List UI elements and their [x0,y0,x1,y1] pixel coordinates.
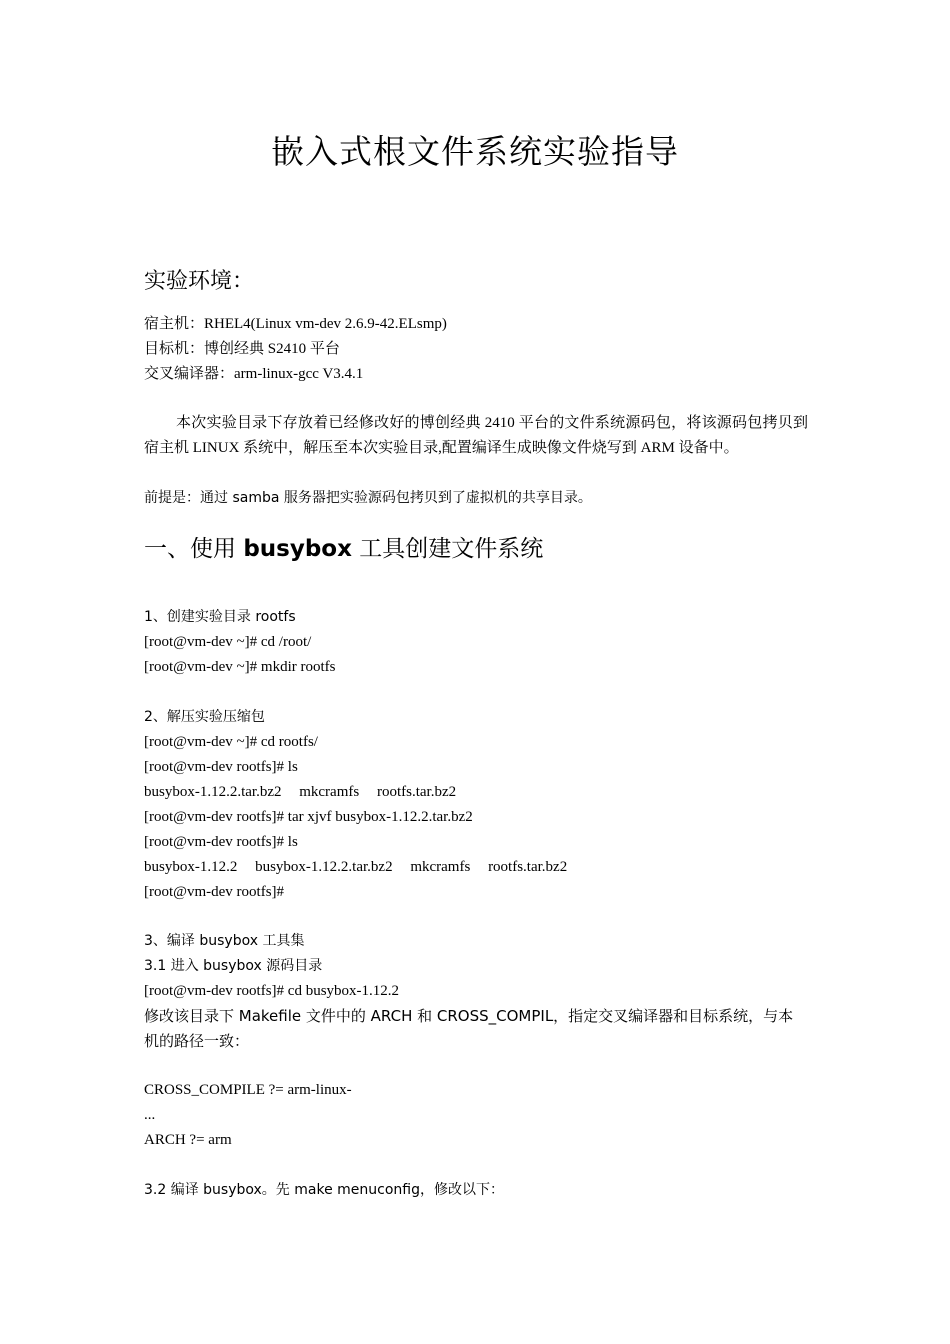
step2-cmd2: [root@vm-dev rootfs]# ls [144,759,298,775]
document-title: 嵌入式根文件系统实验指导 [271,132,679,171]
ls-item: busybox-1.12.2 [144,859,238,875]
step2-cmd1: [root@vm-dev ~]# cd rootfs/ [144,734,318,750]
target-line: 目标机：博创经典 S2410 平台 [144,341,340,357]
step3-title: 3、编译 busybox 工具集 [144,933,305,949]
step2-ls-output-1 [144,780,809,805]
step1-cmd2: [root@vm-dev ~]# mkdir rootfs [144,659,336,675]
step1-title: 1、创建实验目录 rootfs [144,609,296,625]
environment-heading: 实验环境： [144,269,255,294]
ls-item: rootfs.tar.bz2 [376,784,457,800]
step2-cmd5: [root@vm-dev rootfs]# [144,884,285,900]
intro-paragraph: 本次实验目录下存放着已经修改好的博创经典 2410 平台的文件系统源码包，将该源码包拷贝到宿主机 LINUX 系统中，解压至本次实验目录,配置编译生成映像文件烧写到 ARM 设备中。 [144,415,808,456]
host-line: 宿主机：RHEL4(Linux vm-dev 2.6.9-42.ELsmp) [144,316,447,332]
section-one-busybox: busybox [243,536,352,562]
step2-ls-output-2 [144,855,809,880]
ls-item: busybox-1.12.2.tar.bz2 [144,784,282,800]
ellipsis-line: ... [144,1107,156,1123]
compiler-line: 交叉编译器：arm-linux-gcc V3.4.1 [144,366,364,382]
step2-cmd4: [root@vm-dev rootfs]# ls [144,834,298,850]
step1-cmd1: [root@vm-dev ~]# cd /root/ [144,634,312,650]
section-one-prefix: 一、使用 [144,536,244,562]
cross-compile-line: CROSS_COMPILE ?= arm-linux- [144,1082,352,1098]
step31-title: 3.1 进入 busybox 源码目录 [144,958,323,974]
section-one-suffix: 工具创建文件系统 [351,536,544,562]
step31-description: 修改该目录下 Makefile 文件中的 ARCH 和 CROSS_COMPIL，指定交叉编译器和目标系统，与本机的路径一致： [144,1007,794,1050]
step2-title: 2、解压实验压缩包 [144,709,265,725]
ls-item: busybox-1.12.2.tar.bz2 [255,859,393,875]
section-one-heading [144,530,543,568]
arch-line: ARCH ?= arm [144,1132,232,1148]
step31-cmd: [root@vm-dev rootfs]# cd busybox-1.12.2 [144,983,400,999]
step2-cmd3: [root@vm-dev rootfs]# tar xjvf busybox-1.12.2.tar.bz2 [144,809,473,825]
ls-item: mkcramfs [410,859,471,875]
step32-title: 3.2 编译 busybox。先 make menuconfig，修改以下： [144,1182,504,1198]
ls-item: rootfs.tar.bz2 [488,859,568,875]
premise-line: 前提是：通过 samba 服务器把实验源码包拷贝到了虚拟机的共享目录。 [144,490,592,506]
ls-item: mkcramfs [299,784,360,800]
